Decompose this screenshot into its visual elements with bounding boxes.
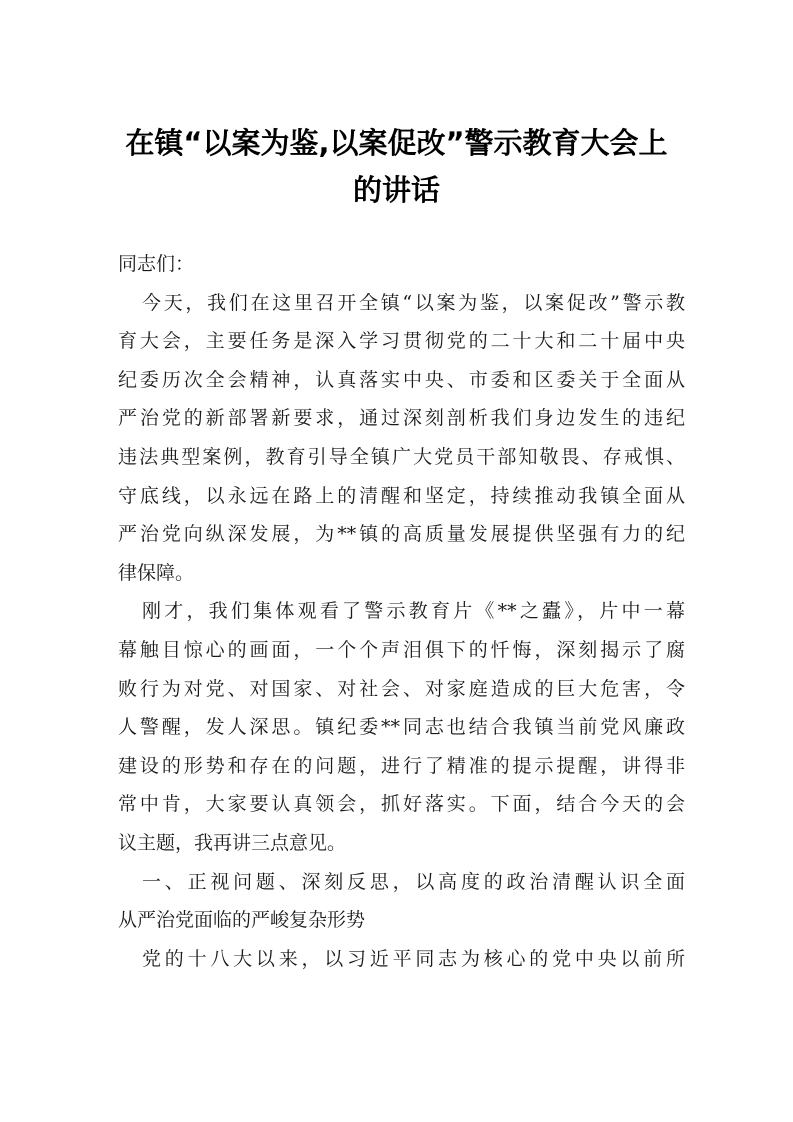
document-body	[118, 245, 685, 978]
paragraph-line: 幕触目惊心的画面，一个个声泪俱下的忏悔，深刻揭示了腐	[118, 638, 685, 661]
paragraph-line: 党的十八大以来，以习近平同志为核心的党中央以前所	[142, 947, 685, 970]
paragraph	[118, 940, 685, 979]
paragraph-line: 违法典型案例，教育引导全镇广大党员干部知敬畏、存戒惧、	[118, 445, 685, 468]
paragraph-line: 严治党向纵深发展，为**镇的高质量发展提供坚强有力的纪	[118, 523, 685, 546]
paragraph-line: 律保障。	[118, 561, 195, 584]
paragraph-line: 守底线，以永远在路上的清醒和坚定，持续推动我镇全面从	[118, 484, 685, 507]
paragraph-line: 刚才，我们集体观看了警示教育片《**之蠹》，片中一幕	[142, 600, 685, 623]
paragraph-line: 育大会，主要任务是深入学习贯彻党的二十大和二十届中央	[118, 330, 685, 353]
paragraph-line: 一、正视问题、深刻反思，以高度的政治清醒认识全面	[142, 870, 685, 893]
paragraph	[118, 863, 685, 940]
paragraph-line: 常中肯，大家要认真领会，抓好落实。下面，结合今天的会	[118, 793, 685, 816]
paragraph-line: 败行为对党、对国家、对社会、对家庭造成的巨大危害，令	[118, 677, 685, 700]
paragraph-line: 纪委历次全会精神，认真落实中央、市委和区委关于全面从	[118, 368, 685, 391]
document-title	[110, 120, 683, 214]
paragraph	[118, 284, 685, 593]
title-line: 在镇“以案为鉴,以案促改”警示教育大会上	[125, 126, 668, 160]
paragraph-line: 从严治党面临的严峻复杂形势	[118, 909, 366, 932]
paragraph-line: 建设的形势和存在的问题，进行了精准的提示提醒，讲得非	[118, 754, 685, 777]
salutation: 同志们：	[118, 253, 195, 275]
title-line: 的讲话	[352, 173, 440, 207]
paragraph-line: 人警醒，发人深思。镇纪委**同志也结合我镇当前党风廉政	[118, 716, 685, 739]
paragraph-line: 严治党的新部署新要求，通过深刻剖析我们身边发生的违纪	[118, 407, 685, 430]
paragraphs	[118, 284, 685, 979]
paragraph	[118, 592, 685, 862]
paragraph-line: 议主题，我再讲三点意见。	[118, 831, 347, 854]
paragraph-line: 今天，我们在这里召开全镇“以案为鉴，以案促改”警示教	[142, 291, 685, 314]
